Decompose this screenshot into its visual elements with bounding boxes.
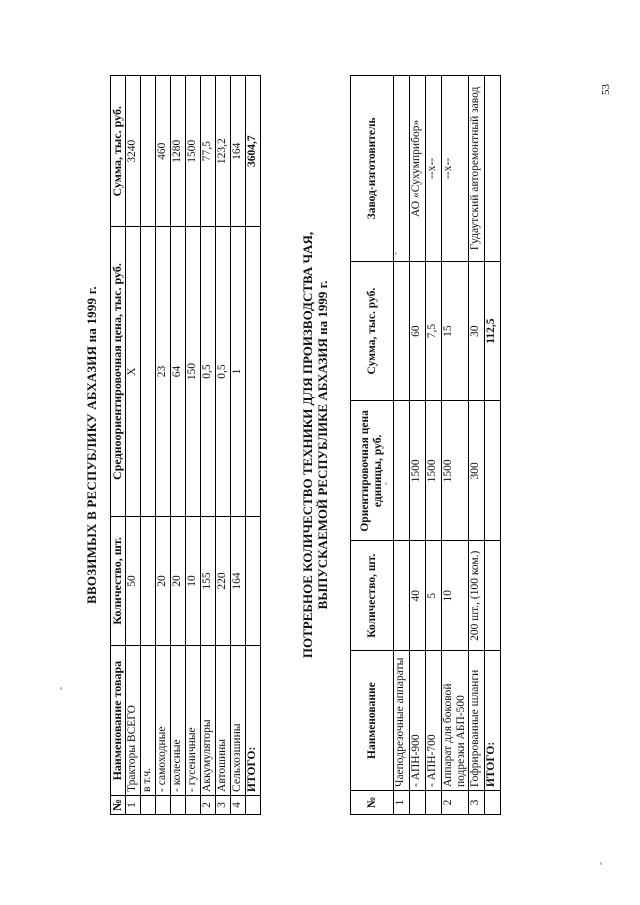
table-cell: 150 [186, 227, 201, 516]
header-qty: Количество, шт. [351, 541, 394, 651]
table-cell: 460 [156, 76, 171, 227]
table-cell: 155 [201, 516, 216, 646]
table-cell: 1500 [410, 401, 426, 541]
table-cell: 10 [186, 516, 201, 646]
table-cell: ИТОГО: [485, 651, 501, 791]
table-cell: 2 [201, 795, 216, 814]
table-cell: 20 [156, 516, 171, 646]
table-cell: 77,5 [201, 76, 216, 227]
header-manufacturer: Завод-изготовитель [351, 76, 394, 262]
table-row [141, 76, 156, 815]
table-row [171, 76, 186, 815]
table-cell: 60 [410, 261, 426, 401]
table-cell: 164 [231, 76, 246, 227]
header-num: № [351, 791, 394, 815]
table-cell [246, 516, 261, 646]
table-cell [394, 76, 410, 262]
table-cell: 23 [156, 227, 171, 516]
table-cell [394, 261, 410, 401]
table-header-row [351, 76, 394, 815]
scan-speck [60, 687, 62, 690]
table-row [442, 76, 469, 815]
table-cell [141, 516, 156, 646]
table-cell: 4 [231, 795, 246, 814]
table-row [186, 76, 201, 815]
page-number: 53 [600, 84, 612, 95]
table-row [394, 76, 410, 815]
table-cell: - колесные [171, 646, 186, 796]
table-cell: 300 [469, 401, 485, 541]
scan-speck [600, 862, 602, 865]
table-cell: 164 [231, 516, 246, 646]
table-row [246, 76, 261, 815]
table-cell: 123,2 [216, 76, 231, 227]
table-cell: 2 [442, 791, 469, 815]
table2-title-line1: ПОТРЕБНОЕ КОЛИЧЕСТВО ТЕХНИКИ ДЛЯ ПРОИЗВОДСТВА ЧАЯ, [300, 231, 315, 659]
table-row [485, 76, 501, 815]
table-cell: АО «Сухумприбор» [410, 76, 426, 262]
table-cell: 3604,7 [246, 76, 261, 227]
table-cell: Тракторы ВСЕГО [126, 646, 141, 796]
table-cell [141, 227, 156, 516]
table-cell: - гусеничные [186, 646, 201, 796]
table-cell: 1280 [171, 76, 186, 227]
table-cell: - АПН-700 [426, 651, 442, 791]
table-cell: Чаеподрезочные аппараты [394, 651, 410, 791]
table-cell: 20 [171, 516, 186, 646]
table2-title [300, 150, 330, 740]
table-cell: ИТОГО: [246, 646, 261, 796]
table-cell: 0,5 [201, 227, 216, 516]
header-unit-price: Ориентировочная цена единицы, руб. [351, 401, 394, 541]
header-num: № [111, 795, 126, 814]
header-name: Наименование [351, 651, 394, 791]
table-cell: - АПН-900 [410, 651, 426, 791]
table-cell: 5 [426, 541, 442, 651]
table1-title: ВВОЗИМЫХ В РЕСПУБЛИКУ АБХАЗИЯ на 1999 г. [84, 286, 99, 604]
table-cell: 1500 [426, 401, 442, 541]
table-row [201, 76, 216, 815]
table-cell [485, 76, 501, 262]
table-row [410, 76, 426, 815]
table-cell: 3 [469, 791, 485, 815]
table-cell: Гофрированные шланги [469, 651, 485, 791]
header-qty: Количество, шт. [111, 516, 126, 646]
table-cell: Х [126, 227, 141, 516]
table-cell: 1 [231, 227, 246, 516]
table-row [126, 76, 141, 815]
table-row [426, 76, 442, 815]
table-cell: - самоходные [156, 646, 171, 796]
table-cell [394, 541, 410, 651]
table-row [469, 76, 485, 815]
tea-equipment-table [350, 75, 501, 815]
table-cell [186, 795, 201, 814]
table-cell: 30 [469, 261, 485, 401]
table-cell: 15 [442, 261, 469, 401]
table-cell: 3240 [126, 76, 141, 227]
header-price: Средноориентировочная цена, тыс. руб. [111, 227, 126, 516]
table-header-row [111, 76, 126, 815]
vehicles-table [110, 75, 261, 815]
table-cell [426, 791, 442, 815]
table-cell: 112,5 [485, 261, 501, 401]
table-cell: --х-- [442, 76, 469, 262]
table-cell [141, 76, 156, 227]
header-name: Наименование товара [111, 646, 126, 796]
table-cell: Сельхозшины [231, 646, 246, 796]
scan-speck [385, 482, 387, 485]
table-cell [141, 795, 156, 814]
table-cell: 200 шт., (100 ком.) [469, 541, 485, 651]
table-cell [171, 795, 186, 814]
table-cell: Автошины [216, 646, 231, 796]
table-cell: 40 [410, 541, 426, 651]
table-cell: Аппарат для боковой подрезки АБП-500 [442, 651, 469, 791]
table-cell [246, 795, 261, 814]
table-cell: в т.ч. [141, 646, 156, 796]
table-cell: Гудаутский авторемонтный завод [469, 76, 485, 262]
table-cell [410, 791, 426, 815]
table-cell [246, 227, 261, 516]
table-cell: 64 [171, 227, 186, 516]
header-sum: Сумма, тыс. руб. [111, 76, 126, 227]
table-cell: 3 [216, 795, 231, 814]
table-row [156, 76, 171, 815]
table-cell [485, 541, 501, 651]
table-row [231, 76, 246, 815]
table-cell [156, 795, 171, 814]
scan-speck [395, 252, 397, 255]
table-cell: 1 [394, 791, 410, 815]
table-cell: 10 [442, 541, 469, 651]
table-cell [394, 401, 410, 541]
table-cell: Аккумуляторы [201, 646, 216, 796]
table-cell [485, 401, 501, 541]
table-cell: 1500 [186, 76, 201, 227]
table-cell: 0,5 [216, 227, 231, 516]
table-cell: 220 [216, 516, 231, 646]
table-cell: 50 [126, 516, 141, 646]
table-cell: 1 [126, 795, 141, 814]
table2-title-line2: ВЫПУСКАЕМОЙ РЕСПУБЛИКЕ АБХАЗИЯ на 1999 г. [315, 280, 330, 610]
header-sum: Сумма, тыс. руб. [351, 261, 394, 401]
table-cell: 7,5 [426, 261, 442, 401]
table-cell [485, 791, 501, 815]
table-cell: 1500 [442, 401, 469, 541]
table-cell: --х-- [426, 76, 442, 262]
table-row [216, 76, 231, 815]
